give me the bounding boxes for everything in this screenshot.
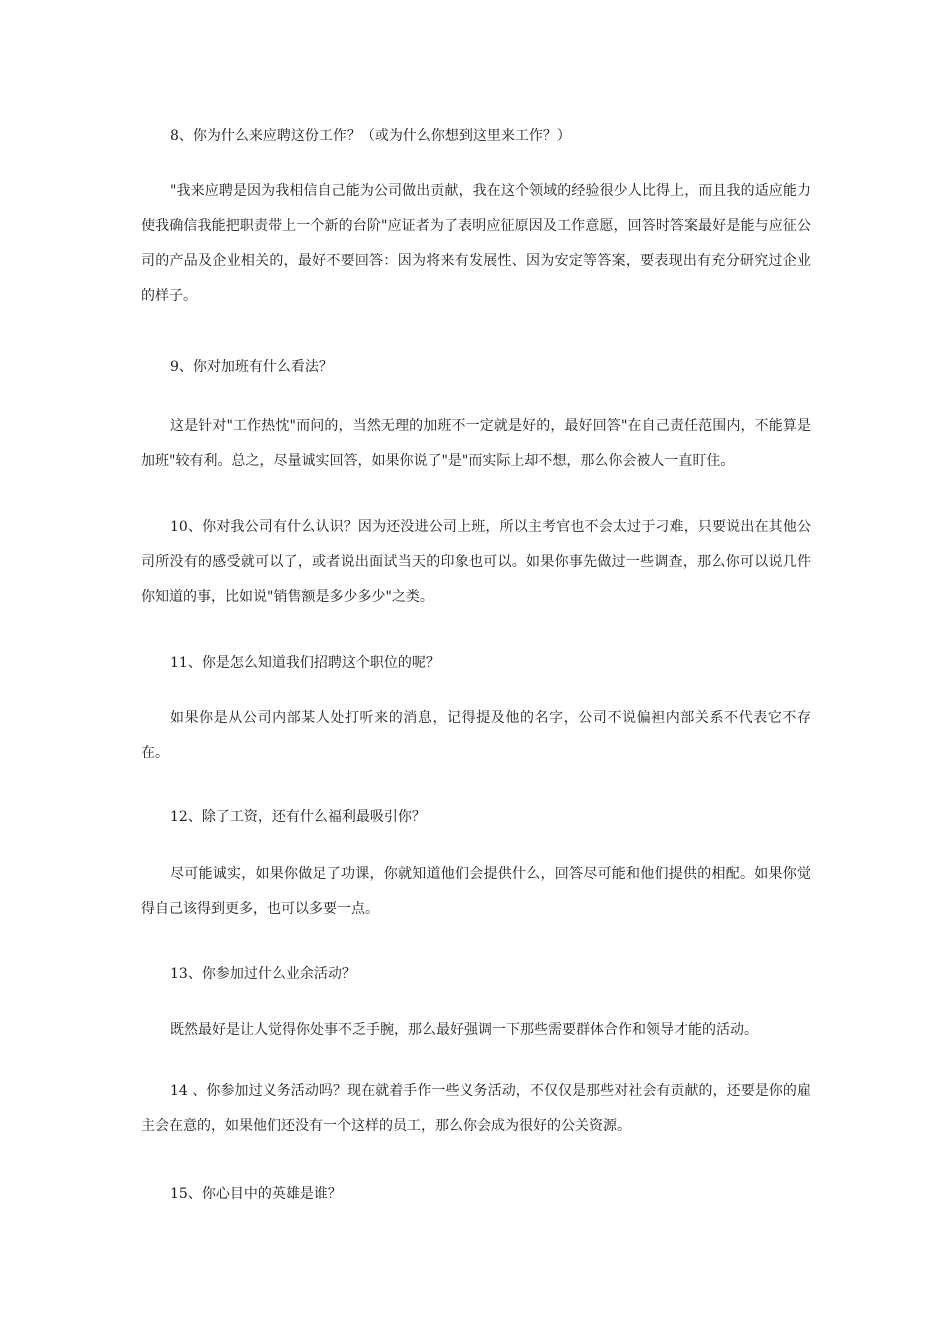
question-14: 14 、你参加过义务活动吗？现在就着手作一些义务活动，不仅仅是那些对社会有贡献的，还要是你的雇主会在意的，如果他们还没有一个这样的员工，那么你会成为很好的公关资源。 [141, 1083, 811, 1134]
question-9: 9、你对加班有什么看法？ [170, 359, 333, 375]
question-12: 12、除了工资，还有什么福利最吸引你？ [170, 809, 426, 825]
question-13: 13、你参加过什么业余活动？ [170, 966, 356, 982]
answer-9: 这是针对"工作热忱"而问的，当然无理的加班不一定就是好的，最好回答"在自己责任范围内，不能算是加班"较有利。总之，尽量诚实回答，如果你说了"是"而实际上却不想，那么你会被人一直盯住。 [141, 418, 811, 469]
answer-13: 既然最好是让人觉得你处事不乏手腕，那么最好强调一下那些需要群体合作和领导才能的活动。 [170, 1022, 758, 1038]
question-8: 8、你为什么来应聘这份工作？（或为什么你想到这里来工作？） [170, 128, 571, 144]
answer-12: 尽可能诚实，如果你做足了功课，你就知道他们会提供什么，回答尽可能和他们提供的相配。如果你觉得自己该得到更多，也可以多要一点。 [141, 866, 811, 917]
question-10: 10、你对我公司有什么认识？因为还没进公司上班，所以主考官也不会太过于刁难，只要说出在其他公司所没有的感受就可以了，或者说出面试当天的印象也可以。如果你事先做过一些调查，那么你可以说几件你知道的事，比如说"销售额是多少多少"之类。 [141, 519, 811, 605]
answer-11: 如果你是从公司内部某人处打听来的消息，记得提及他的名字，公司不说偏袒内部关系不代表它不存在。 [141, 710, 811, 761]
question-15: 15、你心目中的英雄是谁？ [170, 1186, 342, 1202]
question-11: 11、你是怎么知道我们招聘这个职位的呢？ [170, 655, 440, 671]
answer-8: "我来应聘是因为我相信自己能为公司做出贡献，我在这个领域的经验很少人比得上，而且我的适应能力使我确信我能把职责带上一个新的台阶"应证者为了表明应征原因及工作意愿，回答时答案最好是能与应征公司的产品及企业相关的，最好不要回答：因为将来有发展性、因为安定等答案，要表现出有充分研究过企业的样子。 [141, 183, 811, 304]
